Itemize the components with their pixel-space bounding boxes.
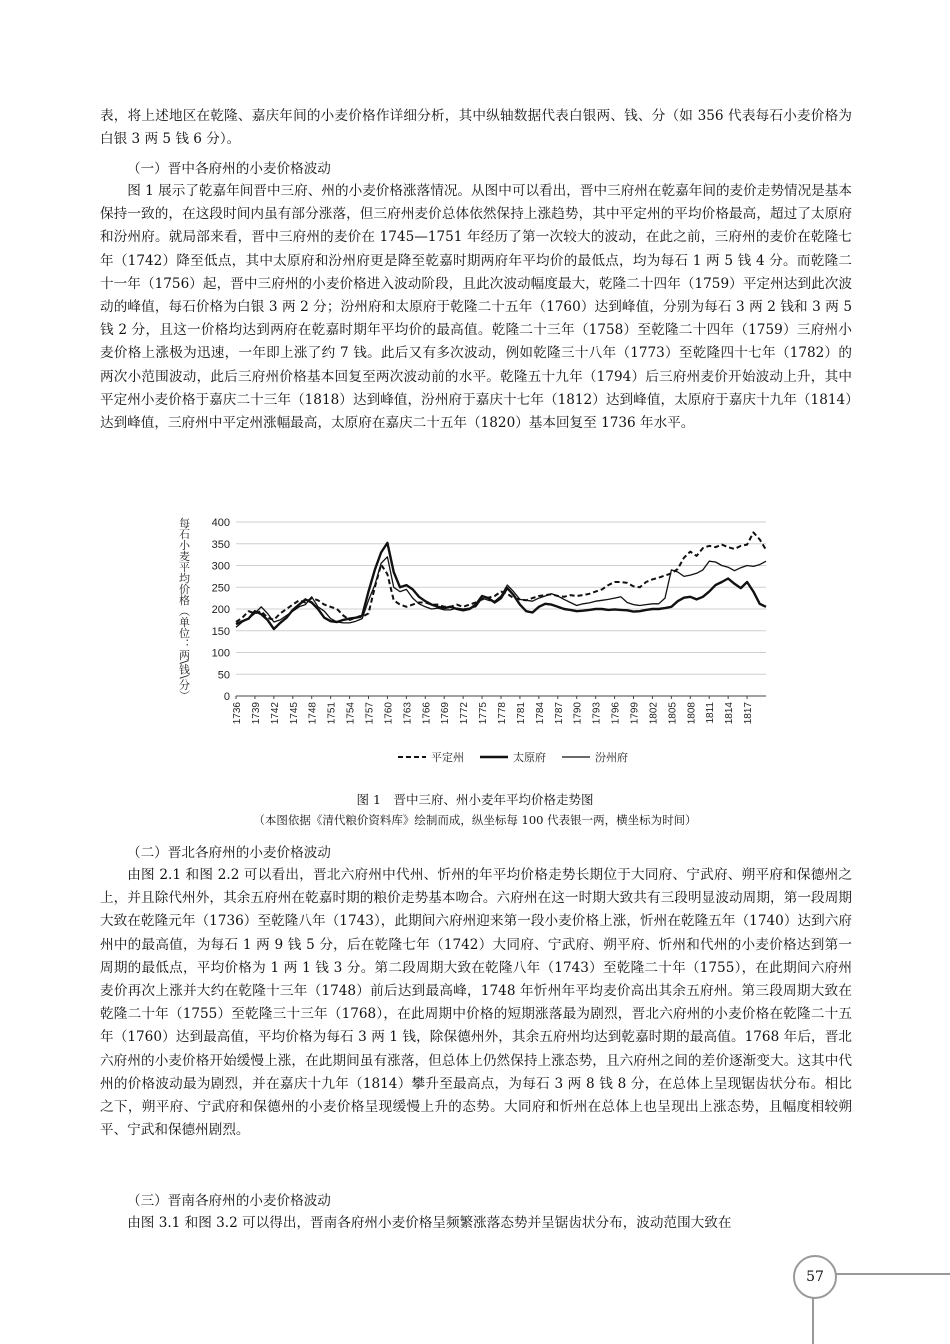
page-number: 57 (793, 1255, 837, 1299)
x-tick-label: 1739 (250, 702, 262, 725)
y-tick-label: 350 (211, 538, 230, 551)
y-tick-label: 400 (211, 517, 230, 529)
x-tick-label: 1742 (269, 702, 281, 725)
section1-heading: （一）晋中各府州的小麦价格波动 (127, 161, 331, 177)
x-tick-label: 1751 (326, 702, 338, 725)
figure-caption: 图 1 晋中三府、州小麦年平均价格走势图 (356, 792, 594, 807)
x-tick-label: 1760 (383, 702, 395, 725)
y-tick-label: 300 (211, 560, 230, 573)
x-tick-label: 1814 (724, 702, 736, 725)
section2-body: 由图 2.1 和图 2.2 可以看出，晋北六府州中代州、忻州的年平均价格走势长期位于大同府、宁武府、朔平府和保德州之上，并且除代州外，其余五府州在乾嘉时期的粮价走势基本吻合。六府州在这一时期大致共有三段明显波动周期，第一段周期大致在乾隆元年（1736）至乾隆八年（1743），此期间六府州迎来第一段小麦价格上涨，忻州在乾隆五年（1740）达到六府州中的最高值，为每石 1 两 9 钱 5 分，后在乾隆七年（1742）大同府、宁武府、朔平府、忻州和代州的小麦价格达到第一周期的最低点，平均价格为 1 两 1 钱 3 分。第二段周期大致在乾隆八年（1743）至乾隆二十年（1755），在此期间六府州麦价再次上涨并大约在乾隆十三年（1748）前后达到最高峰，1748 年忻州年平均麦价高出其余五府州。第三段周期大致在乾隆二十年（1755）至乾隆三十三年（1768），在此周期中价格的短期涨落最为剧烈，晋北六府州的小麦价格在乾隆二十五年（1760）达到最高值，平均价格为每石 3 两 1 钱，除保德州外，其余五府州均达到乾嘉时期的最高值。1768 年后，晋北六府州的小麦价格开始缓慢上涨，在此期间虽有涨落，但总体上仍然保持上涨态势，且六府州之间的差价逐渐变大。这其中代州的价格波动最为剧烈，并在嘉庆十九年（1814）攀升至最高点，为每石 3 两 8 钱 8 分，在总体上呈现锯齿状分布。相比之下，朔平府、宁武府和保德州的小麦价格呈现缓慢上升的态势。大同府和忻州在总体上也呈现出上涨态势，且幅度相较朔平、宁武和保德州剧烈。 (100, 867, 852, 1139)
x-tick-label: 1778 (497, 702, 508, 725)
x-tick-label: 1736 (232, 702, 243, 725)
x-tick-label: 1745 (288, 702, 300, 725)
x-tick-label: 1802 (648, 702, 660, 725)
x-tick-label: 1787 (553, 702, 565, 725)
x-tick-label: 1763 (402, 702, 414, 725)
x-tick-label: 1769 (440, 702, 452, 725)
x-tick-label: 1790 (572, 702, 584, 725)
x-tick-label: 1796 (610, 702, 622, 725)
page-decoration-line (812, 1297, 814, 1344)
x-tick-label: 1793 (591, 702, 603, 725)
legend-label: 太原府 (513, 751, 546, 764)
x-tick-label: 1817 (743, 702, 755, 725)
section2-heading: （二）晋北各府州的小麦价格波动 (127, 845, 331, 861)
x-tick-label: 1799 (629, 702, 641, 725)
price-trend-chart (170, 514, 790, 776)
section3-heading: （三）晋南各府州的小麦价格波动 (127, 1193, 331, 1209)
intro-paragraph: 表，将上述地区在乾隆、嘉庆年间的小麦价格作详细分析，其中纵轴数据代表白银两、钱、分（如 356 代表每石小麦价格为白银 3 两 5 钱 6 分）。 (100, 108, 852, 148)
x-tick-label: 1754 (345, 702, 357, 725)
y-tick-label: 0 (223, 691, 230, 703)
y-axis-label: 每石小麦平均价格（单位：两\钱\分） (177, 517, 191, 701)
x-tick-label: 1781 (515, 702, 527, 725)
y-tick-label: 100 (211, 647, 230, 660)
x-tick-label: 1808 (686, 702, 698, 725)
figure-note: （本图依据《清代粮价资料库》绘制而成，纵坐标每 100 代表银一两，横坐标为时间） (253, 813, 697, 827)
y-tick-label: 50 (217, 669, 230, 682)
x-tick-label: 1772 (459, 702, 471, 725)
x-tick-label: 1748 (307, 702, 319, 725)
y-tick-label: 250 (211, 582, 230, 595)
legend-label: 平定州 (431, 751, 464, 764)
x-tick-label: 1766 (421, 702, 433, 725)
x-tick-label: 1784 (534, 702, 546, 725)
section1-body: 图 1 展示了乾嘉年间晋中三府、州的小麦价格涨落情况。从图中可以看出，晋中三府州在乾嘉年间的麦价走势情况是基本保持一致的，在这段时间内虽有部分涨落，但三府州麦价总体依然保持上涨趋势，其中平定州的平均价格最高，超过了太原府和汾州府。就局部来看，晋中三府州的麦价在 1745—1751 年经历了第一次较大的波动，在此之前，三府州的麦价在乾隆七年（1742）降至低点，其中太原府和汾州府更是降至乾嘉时期两府年平均价的最低点，均为每石 1 两 5 钱 4 分。而乾隆二十一年（1756）起，晋中三府州的小麦价格进入波动阶段，且此次波动幅度最大，乾隆二十四年（1759）平定州达到此次波动的峰值，每石价格为白银 3 两 2 分；汾州府和太原府于乾隆二十五年（1760）达到峰值，分别为每石 3 两 2 钱和 3 两 5 钱 2 分，且这一价格均达到两府在乾嘉时期年平均价的最高值。乾隆二十三年（1758）至乾隆二十四年（1759）三府州小麦价格上涨极为迅速，一年即上涨了约 7 钱。此后又有多次波动，例如乾隆三十八年（1773）至乾隆四十七年（1782）的两次小范围波动，此后三府州价格基本回复至两次波动前的水平。乾隆五十九年（1794）后三府州麦价开始波动上升，其中平定州小麦价格于嘉庆二十三年（1818）达到峰值，汾州府于嘉庆十七年（1812）达到峰值，太原府于嘉庆十九年（1814）达到峰值，三府州中平定州涨幅最高，太原府在嘉庆二十五年（1820）基本回复至 1736 年水平。 (100, 183, 852, 432)
x-tick-label: 1805 (667, 702, 679, 725)
x-tick-label: 1811 (705, 702, 717, 724)
section3-body: 由图 3.1 和图 3.2 可以得出，晋南各府州小麦价格呈频繁涨落态势并呈锯齿状分布，波动范围大致在 (127, 1215, 732, 1231)
page-decoration-line (835, 1273, 950, 1275)
y-tick-label: 150 (211, 625, 230, 638)
x-tick-label: 1757 (364, 702, 376, 725)
y-tick-label: 200 (211, 604, 230, 616)
x-tick-label: 1775 (478, 702, 490, 725)
legend-label: 汾州府 (595, 751, 628, 764)
